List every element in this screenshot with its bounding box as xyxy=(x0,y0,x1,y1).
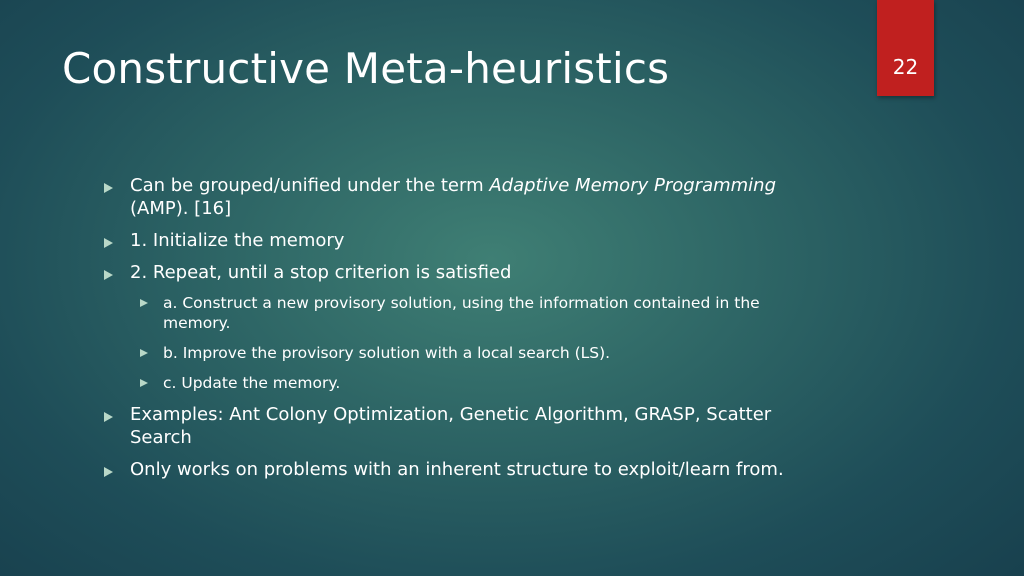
sub-bullet-item-construct xyxy=(104,293,824,333)
sub-bullet-item-improve xyxy=(104,343,824,363)
bullet-text: Only works on problems with an inherent structure to exploit/learn from. xyxy=(130,459,784,480)
bullet-text-italic: Adaptive Memory Programming xyxy=(489,175,776,196)
bullet-text: Examples: Ant Colony Optimization, Genetic Algorithm, GRASP, Scatter Search xyxy=(130,404,772,448)
triangle-right-icon xyxy=(104,412,113,422)
triangle-right-icon xyxy=(140,349,148,357)
bullet-list xyxy=(104,174,824,490)
bullet-item-initialize xyxy=(104,229,824,252)
triangle-right-icon xyxy=(104,467,113,477)
triangle-right-icon xyxy=(104,183,113,193)
sub-bullet-text: b. Improve the provisory solution with a local search (LS). xyxy=(163,344,611,362)
bullet-text: 1. Initialize the memory xyxy=(130,230,345,251)
bullet-item-limitation xyxy=(104,458,824,481)
page-number: 22 xyxy=(892,55,919,79)
triangle-right-icon xyxy=(140,299,148,307)
triangle-right-icon xyxy=(104,270,113,280)
bullet-item-repeat xyxy=(104,261,824,284)
page-number-tab xyxy=(877,0,934,96)
bullet-text-plain: Can be grouped/unified under the term xyxy=(130,175,490,196)
sub-bullet-item-update xyxy=(104,373,824,393)
triangle-right-icon xyxy=(104,238,113,248)
bullet-text-plain: (AMP). [16] xyxy=(130,198,232,219)
sub-bullet-text: a. Construct a new provisory solution, using the information contained in the memory. xyxy=(163,294,760,332)
slide-title: Constructive Meta-heuristics xyxy=(62,44,670,93)
bullet-item-examples xyxy=(104,403,824,449)
triangle-right-icon xyxy=(140,379,148,387)
bullet-text xyxy=(130,174,824,220)
bullet-item-amp xyxy=(104,174,824,220)
bullet-text: 2. Repeat, until a stop criterion is satisfied xyxy=(130,262,512,283)
sub-bullet-text: c. Update the memory. xyxy=(163,374,341,392)
